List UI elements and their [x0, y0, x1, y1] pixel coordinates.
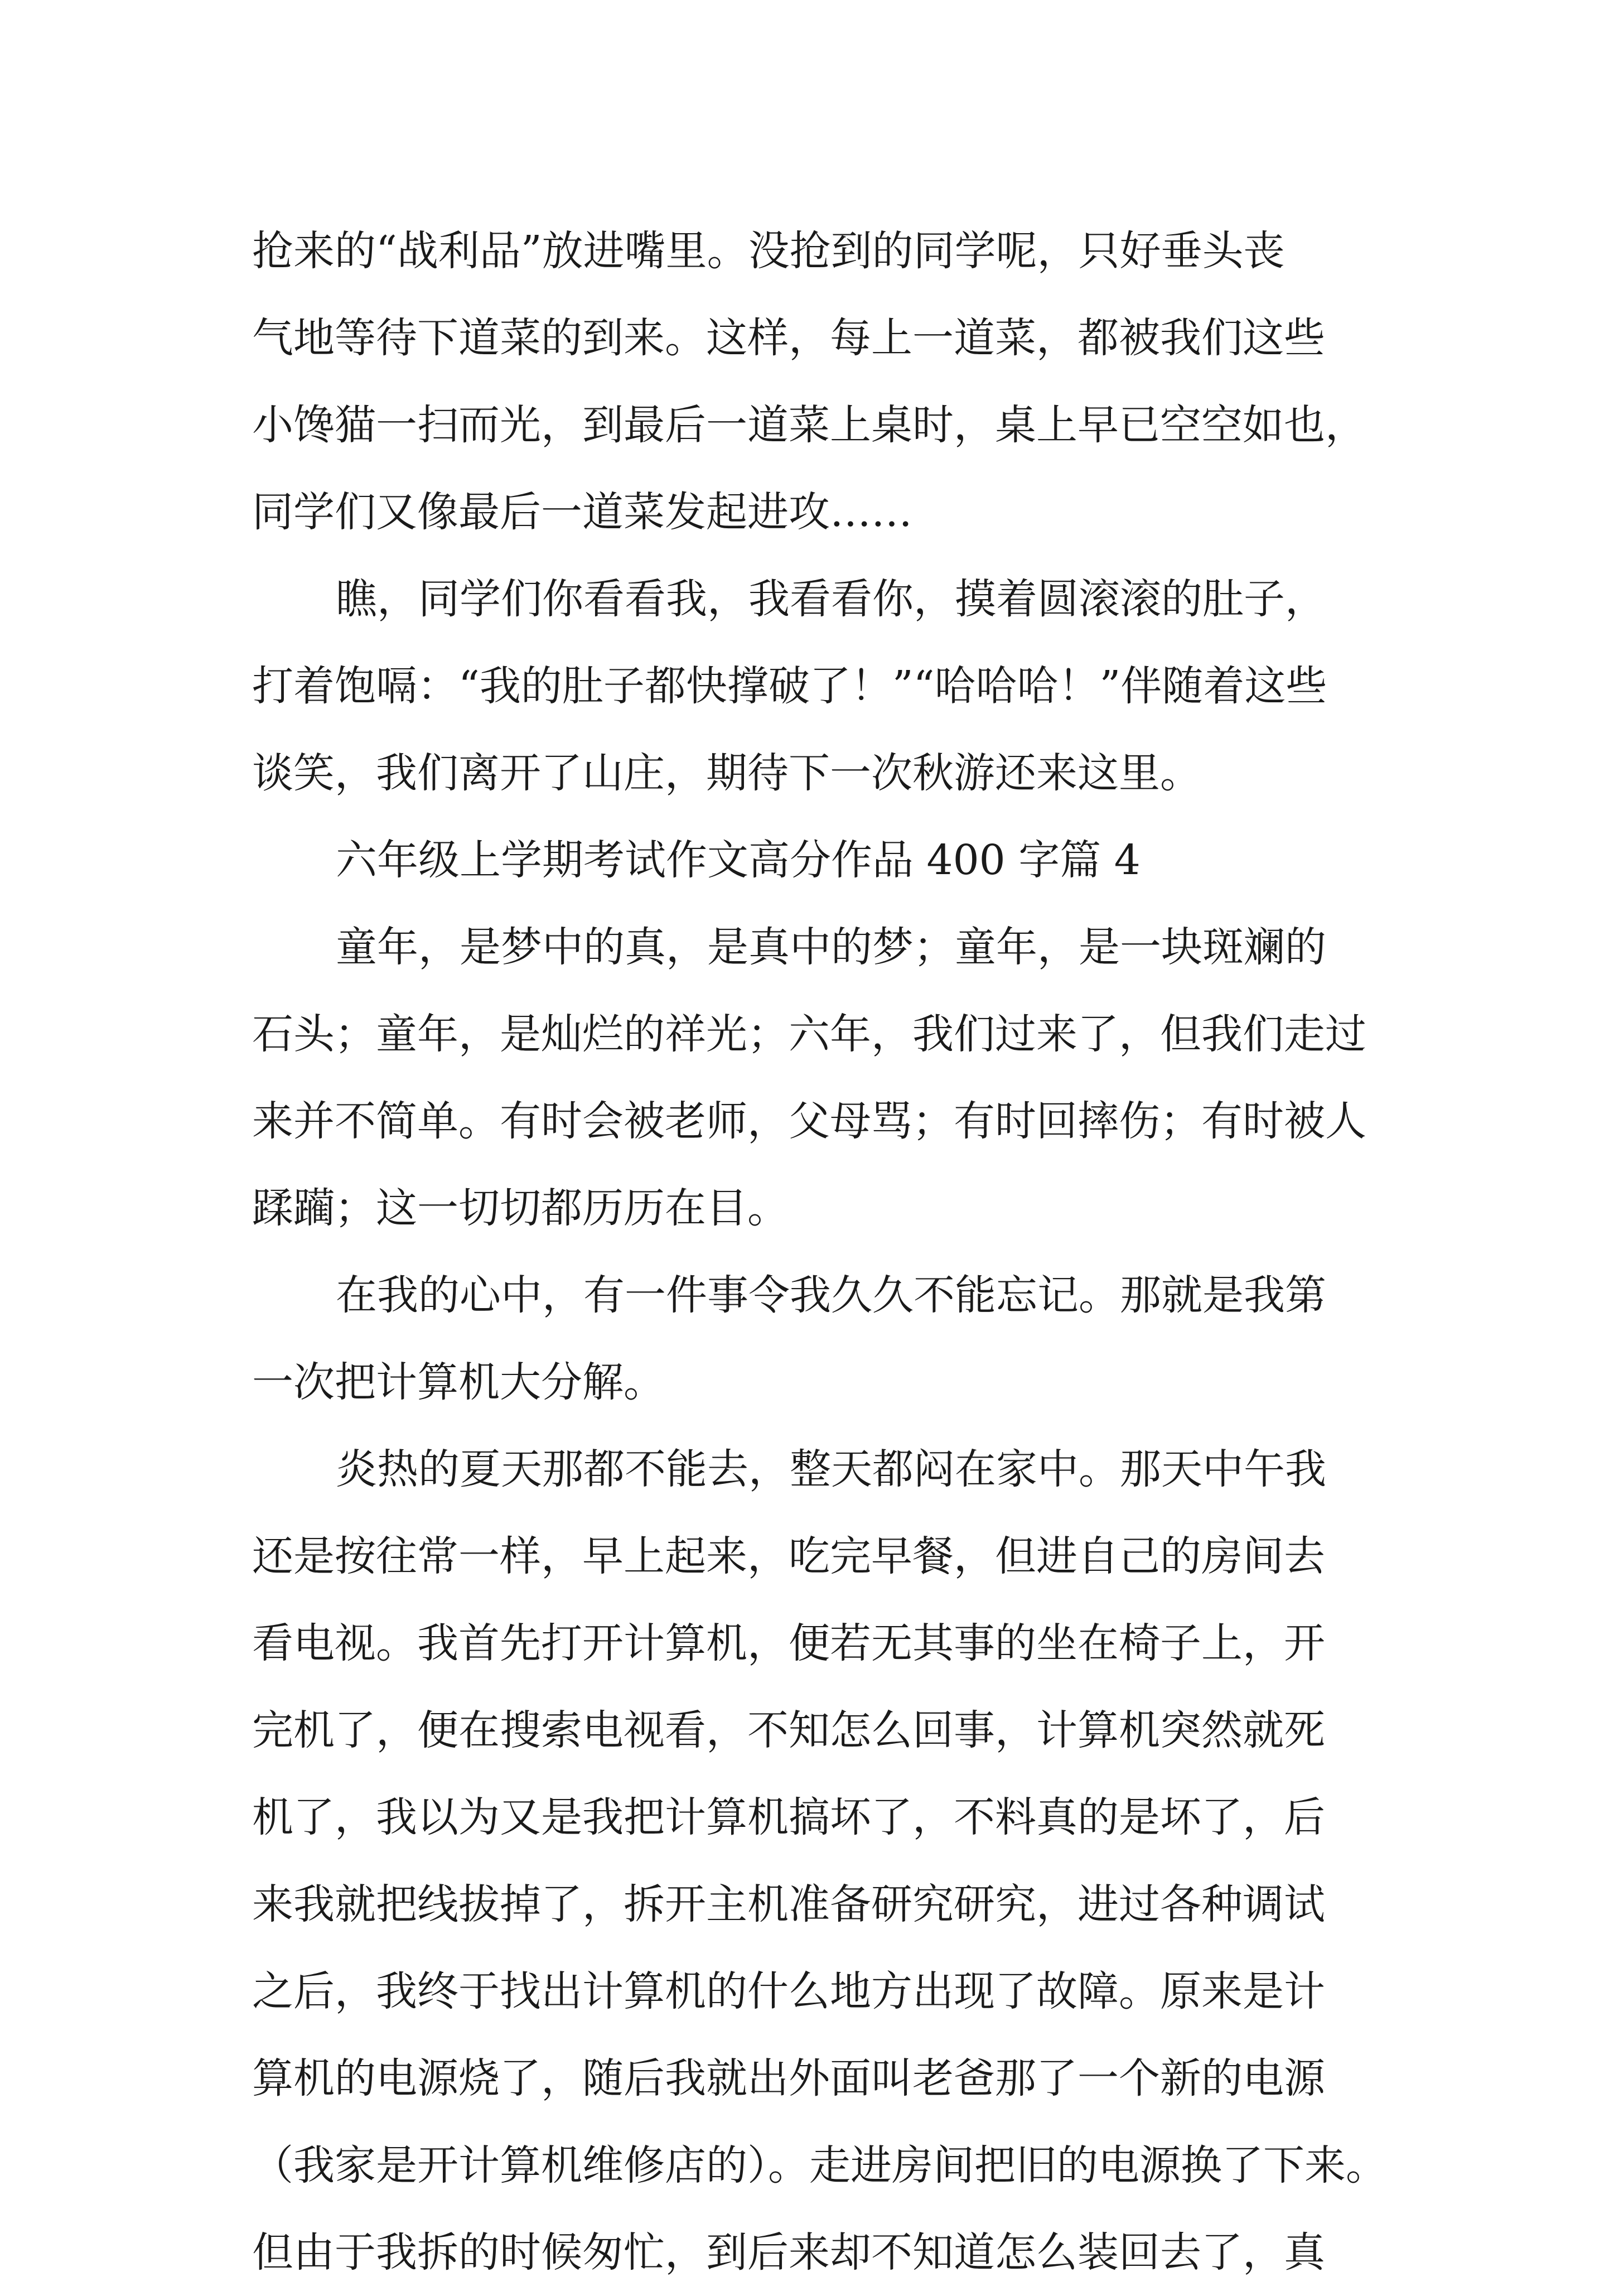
text-line: 但由于我拆的时候匆忙，到后来却不知道怎么装回去了，真: [252, 2229, 1325, 2276]
text-line: 小馋猫一扫而光，到最后一道菜上桌时，桌上早已空空如也，: [252, 401, 1366, 449]
text-line: 一次把计算机大分解。: [252, 1358, 665, 1406]
text-line: 看电视。我首先打开计算机，便若无其事的坐在椅子上，开: [252, 1619, 1325, 1667]
text-line: 在我的心中，有一件事令我久久不能忘记。那就是我第: [336, 1271, 1326, 1319]
text-line: 炎热的夏天那都不能去，整天都闷在家中。那天中午我: [336, 1445, 1326, 1493]
text-line: （我家是开计算机维修店的）。走进房间把旧的电源换了下来。: [252, 2141, 1387, 2189]
text-line: 同学们又像最后一道菜发起进攻……: [252, 488, 912, 536]
paragraph-1: [252, 208, 1367, 556]
text-line: 谈笑，我们离开了山庄，期待下一次秋游还来这里。: [252, 749, 1201, 797]
paragraph-5: [252, 1426, 1387, 2296]
text-line: 童年，是梦中的真，是真中的梦；童年，是一块斑斓的: [336, 923, 1326, 971]
text-line: 之后，我终于找出计算机的什么地方出现了故障。原来是计: [252, 1967, 1325, 2015]
text-line: 打着饱嗝：“我的肚子都快撑破了！”“哈哈哈！”伴随着这些: [252, 662, 1327, 710]
text-line: 石头；童年，是灿烂的祥光；六年，我们过来了，但我们走过: [252, 1010, 1366, 1058]
text-line: 抢来的“战利品”放进嘴里。没抢到的同学呢，只好垂头丧: [252, 227, 1285, 275]
paragraph-3: [252, 904, 1367, 1252]
text-line: 瞧，同学们你看看我，我看看你，摸着圆滚滚的肚子，: [336, 575, 1326, 623]
paragraph-4: [252, 1252, 1367, 1426]
text-line: 算机的电源烧了，随后我就出外面叫老爸那了一个新的电源: [252, 2054, 1325, 2102]
text-line: 气地等待下道菜的到来。这样，每上一道菜，都被我们这些: [252, 314, 1325, 362]
text-line: 蹂躏；这一切切都历历在目。: [252, 1184, 789, 1232]
text-line: 机了，我以为又是我把计算机搞坏了，不料真的是坏了，后: [252, 1793, 1325, 1841]
text-line: 完机了，便在搜索电视看，不知怎么回事，计算机突然就死: [252, 1706, 1325, 1754]
text-line: 来我就把线拔掉了，拆开主机准备研究研究，进过各种调试: [252, 1880, 1325, 1928]
paragraph-2: [252, 556, 1367, 817]
section-heading: [252, 817, 1367, 904]
text-line: 还是按往常一样，早上起来，吃完早餐，但进自己的房间去: [252, 1532, 1325, 1580]
text-line: 来并不简单。有时会被老师，父母骂；有时回摔伤；有时被人: [252, 1097, 1366, 1145]
heading-text: 六年级上学期考试作文高分作品 400 字篇 4: [336, 836, 1141, 884]
article-body: [252, 208, 1387, 2296]
